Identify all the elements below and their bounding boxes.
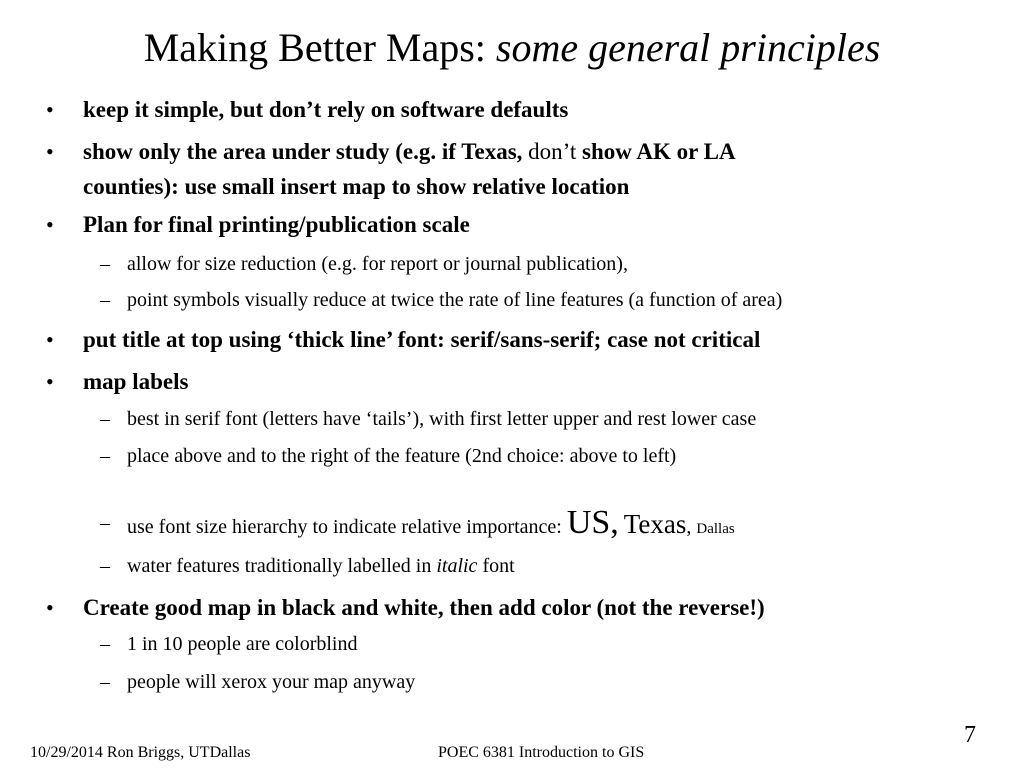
example-label-us: US, bbox=[566, 504, 619, 541]
subbullet-xerox bbox=[100, 667, 997, 697]
bullet-area-under-study bbox=[46, 134, 983, 204]
bullet-glyph: • bbox=[46, 97, 54, 122]
subbullet-place-above bbox=[100, 441, 997, 471]
subbullet-text: place above and to the right of the feature (2nd choice: above to left) bbox=[127, 445, 677, 467]
bullet-put-title bbox=[46, 322, 983, 357]
dash-glyph: – bbox=[100, 555, 110, 577]
title-italic: some general principles bbox=[495, 25, 881, 70]
bullet-map-labels bbox=[46, 364, 983, 399]
example-comma: , bbox=[686, 516, 692, 538]
bullet-text: keep it simple, but don’t rely on software defaults bbox=[83, 97, 569, 122]
dash-glyph: – bbox=[100, 289, 110, 311]
bullet-text: map labels bbox=[83, 369, 189, 394]
subbullet-size-reduction bbox=[100, 249, 997, 279]
subbullet-colorblind bbox=[100, 629, 997, 659]
subbullet-text-part2: font bbox=[477, 555, 515, 577]
bullet-glyph: • bbox=[46, 369, 54, 394]
page-number: 7 bbox=[964, 722, 976, 748]
bullet-black-and-white bbox=[46, 590, 983, 625]
subbullet-text: point symbols visually reduce at twice the rate of line features (a function of area) bbox=[127, 289, 783, 311]
bullet-text-part2: don’t bbox=[528, 139, 577, 164]
bullet-text-line2: counties): use small insert map to show relative location bbox=[83, 174, 630, 199]
bullet-glyph: • bbox=[46, 212, 54, 237]
dash-glyph: – bbox=[100, 512, 110, 534]
subbullet-water-features bbox=[100, 551, 997, 581]
subbullet-point-symbols bbox=[100, 285, 997, 315]
slide-title bbox=[0, 22, 1024, 74]
subbullet-text: allow for size reduction (e.g. for report or journal publication), bbox=[127, 253, 628, 275]
bullet-text-part3: show AK or LA bbox=[576, 139, 736, 164]
dash-glyph: – bbox=[100, 633, 110, 655]
subbullet-text-part1: water features traditionally labelled in bbox=[127, 555, 437, 577]
subbullet-font-hierarchy bbox=[100, 503, 997, 549]
title-plain: Making Better Maps: bbox=[143, 25, 496, 70]
bullet-glyph: • bbox=[46, 595, 54, 620]
dash-glyph: – bbox=[100, 445, 110, 467]
bullet-keep-simple bbox=[46, 92, 983, 127]
subbullet-serif-font bbox=[100, 404, 997, 434]
bullet-glyph: • bbox=[46, 327, 54, 352]
bullet-text-part1: show only the area under study (e.g. if Texas, bbox=[83, 139, 529, 164]
bullet-glyph: • bbox=[46, 139, 54, 164]
subbullet-text: 1 in 10 people are colorblind bbox=[127, 633, 358, 655]
footer-date-author: 10/29/2014 Ron Briggs, UTDallas bbox=[30, 744, 251, 761]
subbullet-text: best in serif font (letters have ‘tails’), with first letter upper and rest lower case bbox=[127, 408, 757, 430]
footer-course: POEC 6381 Introduction to GIS bbox=[438, 744, 645, 761]
subbullet-text: use font size hierarchy to indicate relative importance: bbox=[127, 516, 567, 538]
dash-glyph: – bbox=[100, 408, 110, 430]
bullet-plan-printing bbox=[46, 207, 983, 242]
bullet-text: Plan for final printing/publication scale bbox=[83, 212, 470, 237]
bullet-text: Create good map in black and white, then add color (not the reverse!) bbox=[83, 595, 765, 620]
example-label-dallas: Dallas bbox=[696, 521, 735, 537]
subbullet-text: people will xerox your map anyway bbox=[127, 671, 416, 693]
dash-glyph: – bbox=[100, 253, 110, 275]
dash-glyph: – bbox=[100, 671, 110, 693]
bullet-text: put title at top using ‘thick line’ font: serif/sans-serif; case not critical bbox=[83, 327, 761, 352]
subbullet-text-italic: italic bbox=[436, 555, 478, 577]
example-label-texas: Texas bbox=[623, 509, 687, 539]
